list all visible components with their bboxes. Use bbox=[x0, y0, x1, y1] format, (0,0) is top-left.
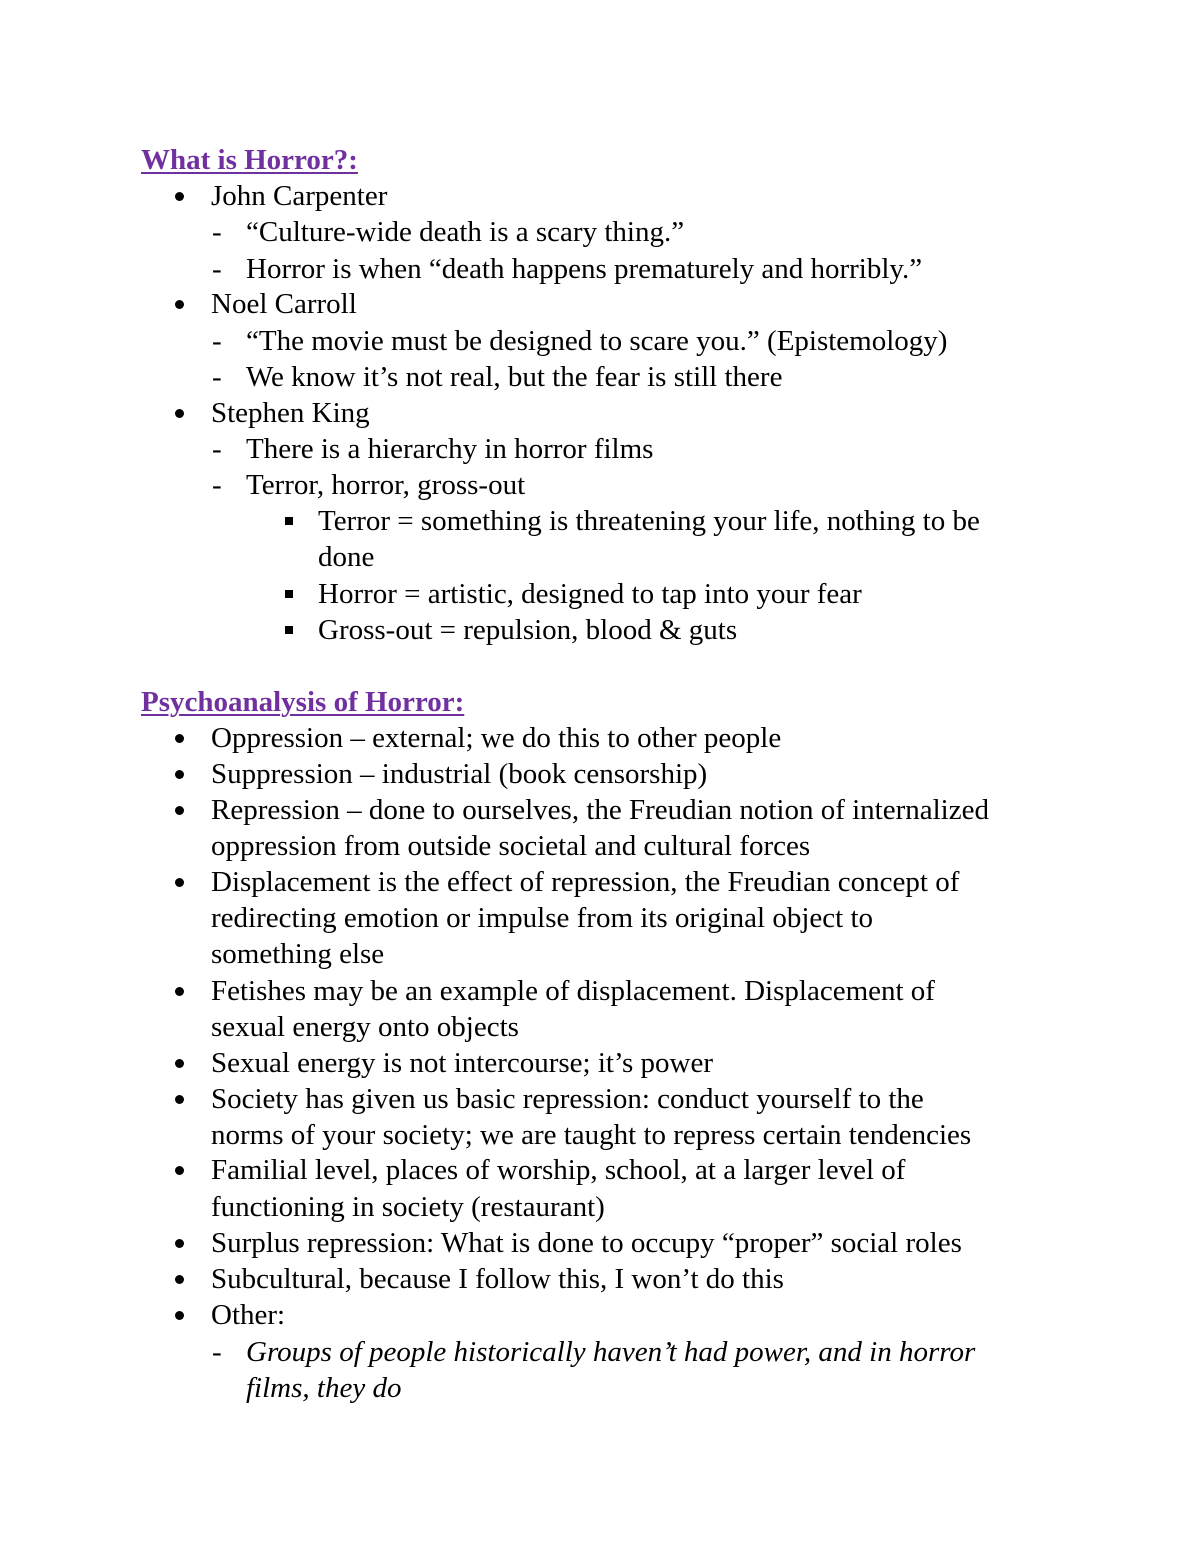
list-item: Displacement is the effect of repression, the Freudian concept of bbox=[211, 866, 960, 898]
list-item: Suppression – industrial (book censorship) bbox=[211, 758, 708, 790]
list-subitem: Horror is when “death happens prematurely and horribly.” bbox=[246, 253, 923, 285]
list-item-continuation: norms of your society; we are taught to repress certain tendencies bbox=[211, 1119, 972, 1151]
dash-icon: - bbox=[212, 469, 222, 501]
dash-icon: - bbox=[212, 216, 222, 248]
list-item: Surplus repression: What is done to occupy “proper” social roles bbox=[211, 1227, 962, 1259]
bullet-icon bbox=[175, 1095, 184, 1104]
list-subsubitem: Horror = artistic, designed to tap into your fear bbox=[318, 578, 862, 610]
list-item: Repression – done to ourselves, the Freudian notion of internalized bbox=[211, 794, 989, 826]
section-heading-psychoanalysis: Psychoanalysis of Horror: bbox=[141, 686, 465, 718]
list-subsubitem: Terror = something is threatening your life, nothing to be bbox=[318, 505, 980, 537]
list-subitem-italic: Groups of people historically haven’t had power, and in horror bbox=[246, 1336, 976, 1368]
bullet-icon bbox=[175, 987, 184, 996]
square-bullet-icon bbox=[285, 590, 293, 598]
bullet-icon bbox=[175, 192, 184, 201]
bullet-icon bbox=[175, 409, 184, 418]
list-subitem: There is a hierarchy in horror films bbox=[246, 433, 654, 465]
list-subitem: Terror, horror, gross-out bbox=[246, 469, 526, 501]
bullet-icon bbox=[175, 1239, 184, 1248]
list-subitem: “Culture-wide death is a scary thing.” bbox=[246, 216, 685, 248]
list-subitem: “The movie must be designed to scare you.” (Epistemology) bbox=[246, 325, 948, 357]
list-item: Other: bbox=[211, 1299, 286, 1331]
section-heading-what-is-horror: What is Horror?: bbox=[141, 144, 358, 176]
square-bullet-icon bbox=[285, 517, 293, 525]
bullet-icon bbox=[175, 770, 184, 779]
bullet-icon bbox=[175, 1059, 184, 1068]
dash-icon: - bbox=[212, 1336, 222, 1368]
list-subsubitem: Gross-out = repulsion, blood & guts bbox=[318, 614, 738, 646]
list-item-continuation: sexual energy onto objects bbox=[211, 1011, 519, 1043]
list-subitem-italic-continuation: films, they do bbox=[246, 1372, 402, 1404]
list-item-continuation: oppression from outside societal and cultural forces bbox=[211, 830, 811, 862]
list-subitem: We know it’s not real, but the fear is still there bbox=[246, 361, 783, 393]
list-item: Fetishes may be an example of displacement. Displacement of bbox=[211, 975, 935, 1007]
dash-icon: - bbox=[212, 325, 222, 357]
list-item-continuation: something else bbox=[211, 938, 385, 970]
bullet-icon bbox=[175, 734, 184, 743]
list-item: John Carpenter bbox=[211, 180, 388, 212]
square-bullet-icon bbox=[285, 626, 293, 634]
list-item-continuation: redirecting emotion or impulse from its original object to bbox=[211, 902, 874, 934]
dash-icon: - bbox=[212, 361, 222, 393]
list-item: Familial level, places of worship, school, at a larger level of bbox=[211, 1154, 906, 1186]
list-item: Stephen King bbox=[211, 397, 370, 429]
dash-icon: - bbox=[212, 253, 222, 285]
list-item: Oppression – external; we do this to other people bbox=[211, 722, 782, 754]
list-item-continuation: functioning in society (restaurant) bbox=[211, 1191, 605, 1223]
list-item: Society has given us basic repression: conduct yourself to the bbox=[211, 1083, 924, 1115]
bullet-icon bbox=[175, 1275, 184, 1284]
list-subsubitem-continuation: done bbox=[318, 541, 375, 573]
bullet-icon bbox=[175, 1311, 184, 1320]
bullet-icon bbox=[175, 1166, 184, 1175]
dash-icon: - bbox=[212, 433, 222, 465]
list-item: Sexual energy is not intercourse; it’s power bbox=[211, 1047, 714, 1079]
bullet-icon bbox=[175, 300, 184, 309]
bullet-icon bbox=[175, 806, 184, 815]
bullet-icon bbox=[175, 878, 184, 887]
list-item: Noel Carroll bbox=[211, 288, 357, 320]
list-item: Subcultural, because I follow this, I won’t do this bbox=[211, 1263, 784, 1295]
